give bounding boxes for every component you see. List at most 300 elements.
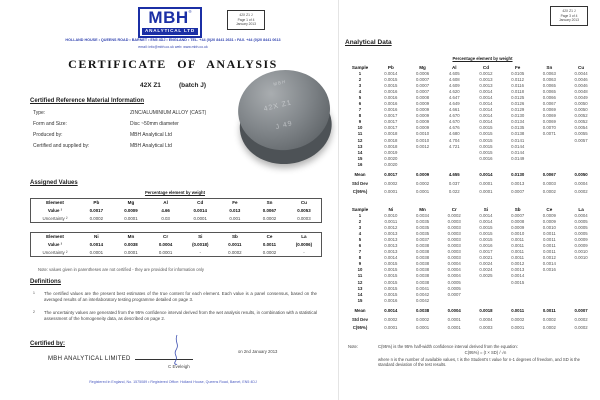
- table-cell: 0.0002: [262, 249, 277, 255]
- column-header: Sb: [231, 234, 238, 239]
- note-line2: where n is the number of available values, t is the Student's t value for n-1 degrees of freedom, and SD is the standard deviation of the test results.: [378, 356, 580, 368]
- table-cell: 4.605: [448, 71, 460, 76]
- table-cell: 0.0035: [415, 231, 430, 237]
- table-cell: 0.0010: [574, 249, 588, 255]
- table-cell: 0.0002: [262, 215, 277, 221]
- table-cell: 0.0015: [384, 77, 398, 83]
- table-cell: Uncertainty ²: [42, 249, 68, 255]
- table-cell: 0.0004: [447, 267, 461, 273]
- table-cell: 4.704: [448, 137, 460, 143]
- table-cell: 0.0057: [574, 137, 588, 143]
- table-cell: 0.0116: [511, 83, 525, 89]
- table-cell: 3: [358, 83, 362, 89]
- table-cell: 1: [358, 213, 362, 218]
- table-cell: 0.0014: [384, 307, 398, 313]
- table-cell: 0.0129: [511, 107, 525, 113]
- table-cell: C(95%): [352, 325, 368, 331]
- table-cell: 4.655: [448, 171, 460, 177]
- table-cell: 2: [358, 77, 362, 83]
- table-cell: 14: [357, 291, 363, 297]
- table-cell: 0.0017: [384, 125, 398, 131]
- table-cell: 0.0001: [193, 215, 207, 221]
- table-cell: 0.0024: [479, 267, 493, 273]
- table-cell: 13: [357, 285, 363, 291]
- table-cell: 0.0013: [479, 77, 493, 83]
- pct-weight-label: Percentage element by weight: [452, 56, 513, 61]
- table-cell: 0.0050: [574, 171, 588, 177]
- column-header: Cu: [300, 200, 307, 205]
- ref-date: January 2013: [559, 18, 579, 23]
- analytical-data-heading: Analytical Data: [345, 39, 392, 46]
- definitions-heading: Definitions: [30, 279, 61, 285]
- table-cell: 0.0005: [447, 279, 461, 285]
- table-cell: 8: [358, 255, 362, 261]
- table-cell: 0.0134: [511, 119, 525, 125]
- disc-engraving-brand: MBH: [272, 78, 287, 87]
- table-cell: 0.0038: [415, 243, 430, 249]
- definition-text: The certified values are the present best estimates of the true content for each element. Each value is a panel consensus, based on the averaged results of an interlaboratory testing programme detailed on page 3.: [44, 291, 317, 302]
- certified-by-heading: Certified by:: [30, 341, 66, 347]
- table-cell: 0.0002: [415, 316, 430, 322]
- table-cell: Value ¹: [47, 242, 63, 247]
- table-cell: 0.0005: [447, 285, 461, 291]
- product-code: 42X Z1: [139, 82, 161, 89]
- table-cell: 5: [358, 95, 362, 101]
- table-cell: 0.0017: [384, 113, 398, 119]
- ref-page: Page 3 of 4: [560, 13, 578, 18]
- table-cell: 0.0016: [384, 297, 398, 303]
- table-cell: 4.608: [448, 77, 460, 83]
- info-row-supplier: [33, 143, 233, 154]
- table-cell: 8: [358, 113, 362, 119]
- table-cell: 0.0011: [542, 243, 556, 249]
- confidence-note: [348, 344, 593, 368]
- table-cell: 0.0007: [447, 291, 461, 297]
- registered-mark-icon: ®: [188, 9, 192, 14]
- column-header: Cu: [578, 65, 585, 70]
- table-cell: 0.0053: [297, 208, 311, 213]
- table-cell: 0.0004: [447, 261, 461, 267]
- table-cell: 0.0003: [479, 325, 493, 331]
- table-cell: 0.0071: [542, 131, 556, 137]
- table-cell: 0.03: [161, 215, 170, 221]
- table-cell: 0.0002: [384, 180, 398, 186]
- table-cell: 0.0008: [415, 95, 430, 101]
- column-header: Element: [46, 200, 64, 205]
- table-cell: 0.0015: [479, 131, 493, 137]
- table-cell: 0.0149: [511, 155, 525, 161]
- table-cell: 0.0001: [89, 249, 104, 255]
- table-cell: 10: [357, 125, 363, 131]
- note-equation: C(95%) = (t × SD) / √n: [464, 350, 507, 356]
- table-cell: 0.0014: [479, 95, 493, 101]
- table-cell: 0.0044: [574, 71, 588, 76]
- table-cell: 0.0001: [384, 189, 398, 195]
- table-cell: 0.0015: [384, 261, 398, 267]
- table-cell: 0.0009: [415, 107, 430, 113]
- analytical-table-1: [345, 64, 597, 195]
- table-cell: 0.0038: [124, 242, 138, 247]
- disc-engraving-batch: J 49: [275, 120, 294, 132]
- table-cell: 6: [358, 101, 362, 107]
- table-cell: 0.0014: [384, 71, 398, 76]
- table-cell: 0.0001: [124, 249, 138, 255]
- table-cell: 4.670: [448, 119, 460, 125]
- table-cell: 0.0034: [415, 213, 430, 218]
- table-cell: 7: [358, 249, 362, 255]
- table-cell: 0.0038: [415, 255, 430, 261]
- table-cell: 0.0015: [479, 149, 493, 155]
- table-cell: 0.0019: [384, 149, 398, 155]
- info-row-producer: [33, 132, 233, 143]
- table-cell: 0.0011: [511, 249, 525, 255]
- company-name-text: MBH ANALYTICAL LIMITED: [48, 356, 131, 362]
- table-cell: 0.0001: [384, 325, 398, 331]
- table-cell: 0.0002: [542, 189, 556, 195]
- table-cell: 0.0010: [415, 137, 430, 143]
- table-cell: 0.0038: [415, 249, 430, 255]
- table-cell: 0.0009: [511, 225, 525, 231]
- table-cell: 0.0046: [574, 83, 588, 89]
- table-cell: 0.0063: [542, 71, 556, 76]
- column-header: Ni: [94, 234, 99, 239]
- table-cell: 4.647: [448, 95, 460, 101]
- table-cell: 0.0018: [384, 131, 398, 137]
- table-cell: 0.0002: [574, 316, 588, 322]
- table-cell: 9: [358, 119, 362, 125]
- column-header: Cr: [451, 207, 457, 212]
- table-cell: 0.0011: [511, 255, 525, 261]
- table-cell: 0.0007: [415, 83, 430, 89]
- table-cell: 0.0065: [542, 83, 556, 89]
- table-cell: 14: [357, 149, 363, 155]
- definition-1: [33, 291, 317, 302]
- table-cell: 0.0011: [542, 249, 556, 255]
- batch-label: (batch J): [178, 82, 207, 89]
- column-header: Mn: [419, 207, 426, 212]
- table-cell: 0.0015: [479, 231, 493, 237]
- table-cell: 0.0013: [479, 83, 493, 89]
- table-cell: 0.0038: [415, 261, 430, 267]
- assigned-values-heading: Assigned Values: [30, 180, 78, 186]
- table-cell: 0.0069: [542, 119, 556, 125]
- table-cell: 0.0009: [415, 113, 430, 119]
- table-cell: 0.0012: [384, 225, 398, 231]
- column-header: Al: [451, 65, 457, 70]
- table-cell: 0.0014: [479, 219, 493, 225]
- mbh-logo: [138, 7, 202, 38]
- info-value: MBH Analytical Ltd: [130, 143, 172, 149]
- table-cell: 0.0004: [447, 273, 461, 279]
- table-cell: 0.0011: [511, 243, 525, 249]
- info-value: ZINC/ALUMINIUM ALLOY (CAST): [130, 110, 207, 116]
- column-header: Cr: [163, 234, 169, 239]
- column-header: Mg: [419, 65, 426, 70]
- table-cell: 0.0008: [511, 219, 525, 225]
- product-photo: [237, 68, 335, 180]
- table-cell: Std Dev: [352, 180, 368, 186]
- table-cell: 0.0017: [384, 171, 398, 177]
- table-cell: Mean: [354, 307, 366, 313]
- column-header: La: [301, 234, 307, 239]
- table-cell: 0.0014: [89, 242, 104, 247]
- table-cell: 0.0012: [542, 255, 556, 261]
- metal-disc: [234, 65, 336, 172]
- column-header: Fe: [232, 200, 238, 205]
- table-cell: 0.0052: [574, 113, 588, 119]
- table-cell: 12: [357, 279, 363, 285]
- table-cell: 0.0042: [415, 291, 430, 297]
- table-cell: 0.0001: [124, 215, 138, 221]
- table-cell: 4: [358, 89, 362, 95]
- table-cell: 0.0005: [574, 231, 588, 237]
- table-cell: 0.0125: [511, 95, 525, 101]
- company-address: HOLLAND HOUSE • QUEENS ROAD • BARNET • EN5 4DJ • ENGLAND • TEL. +44 (0)20 8441 2631 • FAX. +44 (0)20 8441 0613: [65, 38, 281, 42]
- info-value: MBH Analytical Ltd: [130, 132, 172, 138]
- table-cell: 0.0126: [511, 101, 525, 107]
- table-cell: 0.0001: [415, 189, 430, 195]
- table-cell: 0.0010: [542, 225, 556, 231]
- table-cell: 0.0048: [574, 89, 588, 95]
- table-cell: 0.0035: [415, 225, 430, 231]
- table-cell: 0.0105: [511, 71, 525, 76]
- table-cell: 0.0003: [447, 249, 461, 255]
- table-cell: 6: [358, 243, 362, 249]
- table-cell: Uncertainty ²: [42, 215, 68, 221]
- ref-date: January 2013: [236, 22, 256, 27]
- table-cell: 0.0002: [574, 189, 588, 195]
- column-header: Mg: [127, 200, 135, 205]
- column-header: Si: [198, 234, 203, 239]
- table-cell: 0.0007: [511, 213, 525, 218]
- table-cell: 0.0021: [479, 255, 493, 261]
- table-cell: 0.0009: [415, 125, 430, 131]
- table-cell: 15: [357, 155, 363, 161]
- table-cell: 0.0010: [384, 213, 398, 218]
- table-cell: 0.0015: [384, 273, 398, 279]
- table-cell: 0.0035: [415, 219, 430, 225]
- table-cell: 0.0010: [511, 231, 525, 237]
- table-cell: 0.0014: [511, 273, 525, 279]
- table-cell: 4.680: [448, 131, 460, 137]
- table-cell: 0.0013: [511, 267, 525, 273]
- table-cell: -: [303, 249, 305, 255]
- signer-name: C Eveleigh: [168, 364, 190, 369]
- table-cell: 0.0010: [574, 255, 588, 261]
- table-cell: 0.0002: [511, 316, 525, 322]
- table-cell: 0.0007: [415, 89, 430, 95]
- table-cell: 0.0016: [384, 89, 398, 95]
- table-cell: 0.0049: [574, 95, 588, 101]
- table-cell: 0.0070: [542, 125, 556, 131]
- info-row-form: [33, 121, 233, 132]
- table-cell: 0.0002: [384, 316, 398, 322]
- table-cell: 11: [357, 131, 363, 137]
- table-cell: 0.0002: [89, 215, 104, 221]
- table-cell: 5: [358, 237, 362, 243]
- crm-info-list: [33, 110, 233, 154]
- table-cell: 0.0055: [574, 131, 588, 137]
- table-cell: 0.0063: [542, 77, 556, 83]
- table-cell: 0.0003: [447, 243, 461, 249]
- table-cell: 4: [358, 231, 362, 237]
- info-value: Disc ~50mm diameter: [130, 121, 179, 127]
- table-cell: 0.0038: [415, 267, 430, 273]
- table-cell: 0.0065: [542, 89, 556, 95]
- table-cell: 0.0014: [479, 113, 493, 119]
- column-header: Pb: [93, 200, 100, 205]
- table-cell: 0.0002: [542, 325, 556, 331]
- table-cell: 0.0118: [511, 89, 525, 95]
- table-cell: 0.0014: [479, 171, 493, 177]
- table-cell: 0.0016: [384, 95, 398, 101]
- table-cell: 12: [357, 137, 363, 143]
- table-cell: Std Dev: [352, 316, 368, 322]
- table-cell: 4.670: [448, 113, 460, 119]
- table-cell: 0.0038: [415, 273, 430, 279]
- ref-product: 42X Z1 J: [562, 9, 576, 13]
- registration-footer: Registered in England, No. 1575089 • Registered Office: Holland House, Queens Road, Barnet, EN5 4DJ: [89, 380, 257, 384]
- table-cell: 0.0013: [384, 231, 398, 237]
- table-cell: 0.0052: [574, 119, 588, 125]
- table-cell: 0.001: [229, 215, 241, 221]
- table-cell: 0.013: [229, 208, 241, 213]
- table-cell: 0.0017: [479, 249, 493, 255]
- column-header: Sn: [546, 65, 553, 70]
- table-cell: 0.0016: [384, 107, 398, 113]
- table-cell: 0.0015: [384, 279, 398, 285]
- table-cell: 0.0069: [542, 107, 556, 113]
- table-cell: 0.0016: [384, 101, 398, 107]
- table-cell: 0.0015: [479, 225, 493, 231]
- column-header: Ce: [546, 207, 553, 212]
- table-cell: 0.0014: [479, 107, 493, 113]
- table-cell: 0.0069: [542, 113, 556, 119]
- table-cell: (0.0006): [295, 242, 313, 247]
- table-cell: 0.0144: [511, 149, 525, 155]
- column-header: Si: [483, 207, 489, 212]
- table-cell: 0.0038: [415, 279, 430, 285]
- table-cell: 1: [358, 71, 362, 76]
- table-cell: 0.0042: [415, 297, 430, 303]
- table-cell: 0.0001: [479, 189, 493, 195]
- column-header: La: [578, 207, 584, 212]
- table-cell: 0.0067: [542, 101, 556, 107]
- table-cell: 0.0014: [384, 255, 398, 261]
- table-cell: 0.0015: [479, 237, 493, 243]
- reference-box-page3: [550, 6, 588, 26]
- column-header: Pb: [387, 65, 394, 70]
- table-cell: 3: [358, 225, 362, 231]
- table-cell: 0.0018: [384, 143, 398, 149]
- mbh-logo-subtitle: ANALYTICAL LTD: [142, 28, 198, 35]
- table-cell: 0.0002: [228, 249, 242, 255]
- table-cell: 0.0004: [574, 180, 588, 186]
- column-header: Sample: [351, 207, 369, 212]
- table-cell: 16: [357, 161, 363, 167]
- table-cell: Value ¹: [47, 208, 63, 213]
- table-cell: 0.0011: [511, 307, 525, 313]
- table-cell: 0.0017: [89, 208, 104, 213]
- table-cell: 0.0024: [479, 261, 493, 267]
- signature-icon: [163, 334, 189, 366]
- table-cell: 0.0011: [542, 231, 556, 237]
- table-cell: 0.0009: [124, 208, 138, 213]
- table-cell: 0.0004: [158, 242, 173, 247]
- table-cell: 0.0003: [447, 255, 461, 261]
- table-cell: 0.0013: [511, 180, 525, 186]
- column-header: Sample: [351, 65, 369, 70]
- table-cell: 0.0020: [384, 161, 398, 167]
- table-cell: 0.0014: [193, 208, 207, 213]
- table-cell: -: [199, 249, 201, 255]
- info-label: Form and Size:: [33, 121, 67, 127]
- table-cell: 10: [357, 267, 363, 273]
- column-header: Al: [163, 200, 168, 205]
- ref-product: 42X Z1 J: [239, 13, 253, 17]
- table-cell: 0.0009: [542, 219, 556, 225]
- table-cell: 0.0015: [384, 83, 398, 89]
- table-cell: 13: [357, 143, 363, 149]
- table-cell: 0.0141: [511, 137, 525, 143]
- table-cell: 0.0016: [479, 155, 493, 161]
- table-cell: 0.0050: [574, 107, 588, 113]
- table-cell: 0.0015: [384, 285, 398, 291]
- reference-box-page1: [227, 10, 265, 30]
- table-cell: 0.0054: [574, 125, 588, 131]
- table-cell: 0.0001: [447, 316, 461, 322]
- table-cell: 0.0144: [511, 143, 525, 149]
- table-cell: 0.0001: [447, 325, 461, 331]
- table-cell: C(95%): [352, 189, 368, 195]
- definition-2: [33, 310, 317, 321]
- table-cell: 0.0067: [542, 171, 556, 177]
- table-cell: 0.0003: [542, 180, 556, 186]
- table-cell: 0.0011: [384, 219, 398, 225]
- table-cell: 0.0014: [479, 119, 493, 125]
- table-cell: 0.0003: [447, 231, 461, 237]
- table-cell: 0.0014: [479, 89, 493, 95]
- table-cell: 0.0007: [415, 77, 430, 83]
- table-cell: 0.0010: [415, 131, 430, 137]
- column-header: Sb: [514, 207, 521, 212]
- column-header: Mn: [127, 234, 135, 239]
- table-cell: 0.0046: [574, 77, 588, 83]
- table-cell: 0.0003: [297, 215, 311, 221]
- table-cell: 0.0013: [384, 249, 398, 255]
- table-cell: 0.0002: [415, 180, 430, 186]
- assigned-values-table-1: [30, 198, 322, 223]
- table-cell: 15: [357, 297, 363, 303]
- table-cell: 0.0037: [415, 237, 430, 243]
- table-cell: 0.0001: [158, 249, 173, 255]
- table-cell: 0.0012: [511, 261, 525, 267]
- crm-info-heading: Certified Reference Material Information: [30, 98, 145, 104]
- table-cell: 0.0003: [447, 219, 461, 225]
- table-cell: 0.0007: [511, 189, 525, 195]
- table-cell: 0.0006: [415, 71, 430, 76]
- column-header: Ce: [266, 234, 273, 239]
- table-cell: 0.022: [448, 189, 460, 195]
- note-label: Note:: [348, 344, 359, 349]
- table-cell: 0.0130: [511, 171, 525, 177]
- table-cell: 0.0067: [262, 208, 277, 213]
- table-cell: 0.0011: [262, 242, 277, 247]
- table-cell: 4.620: [448, 89, 460, 95]
- table-cell: 11: [357, 273, 363, 279]
- column-header: Ni: [388, 207, 394, 212]
- table-cell: 0.0017: [384, 119, 398, 125]
